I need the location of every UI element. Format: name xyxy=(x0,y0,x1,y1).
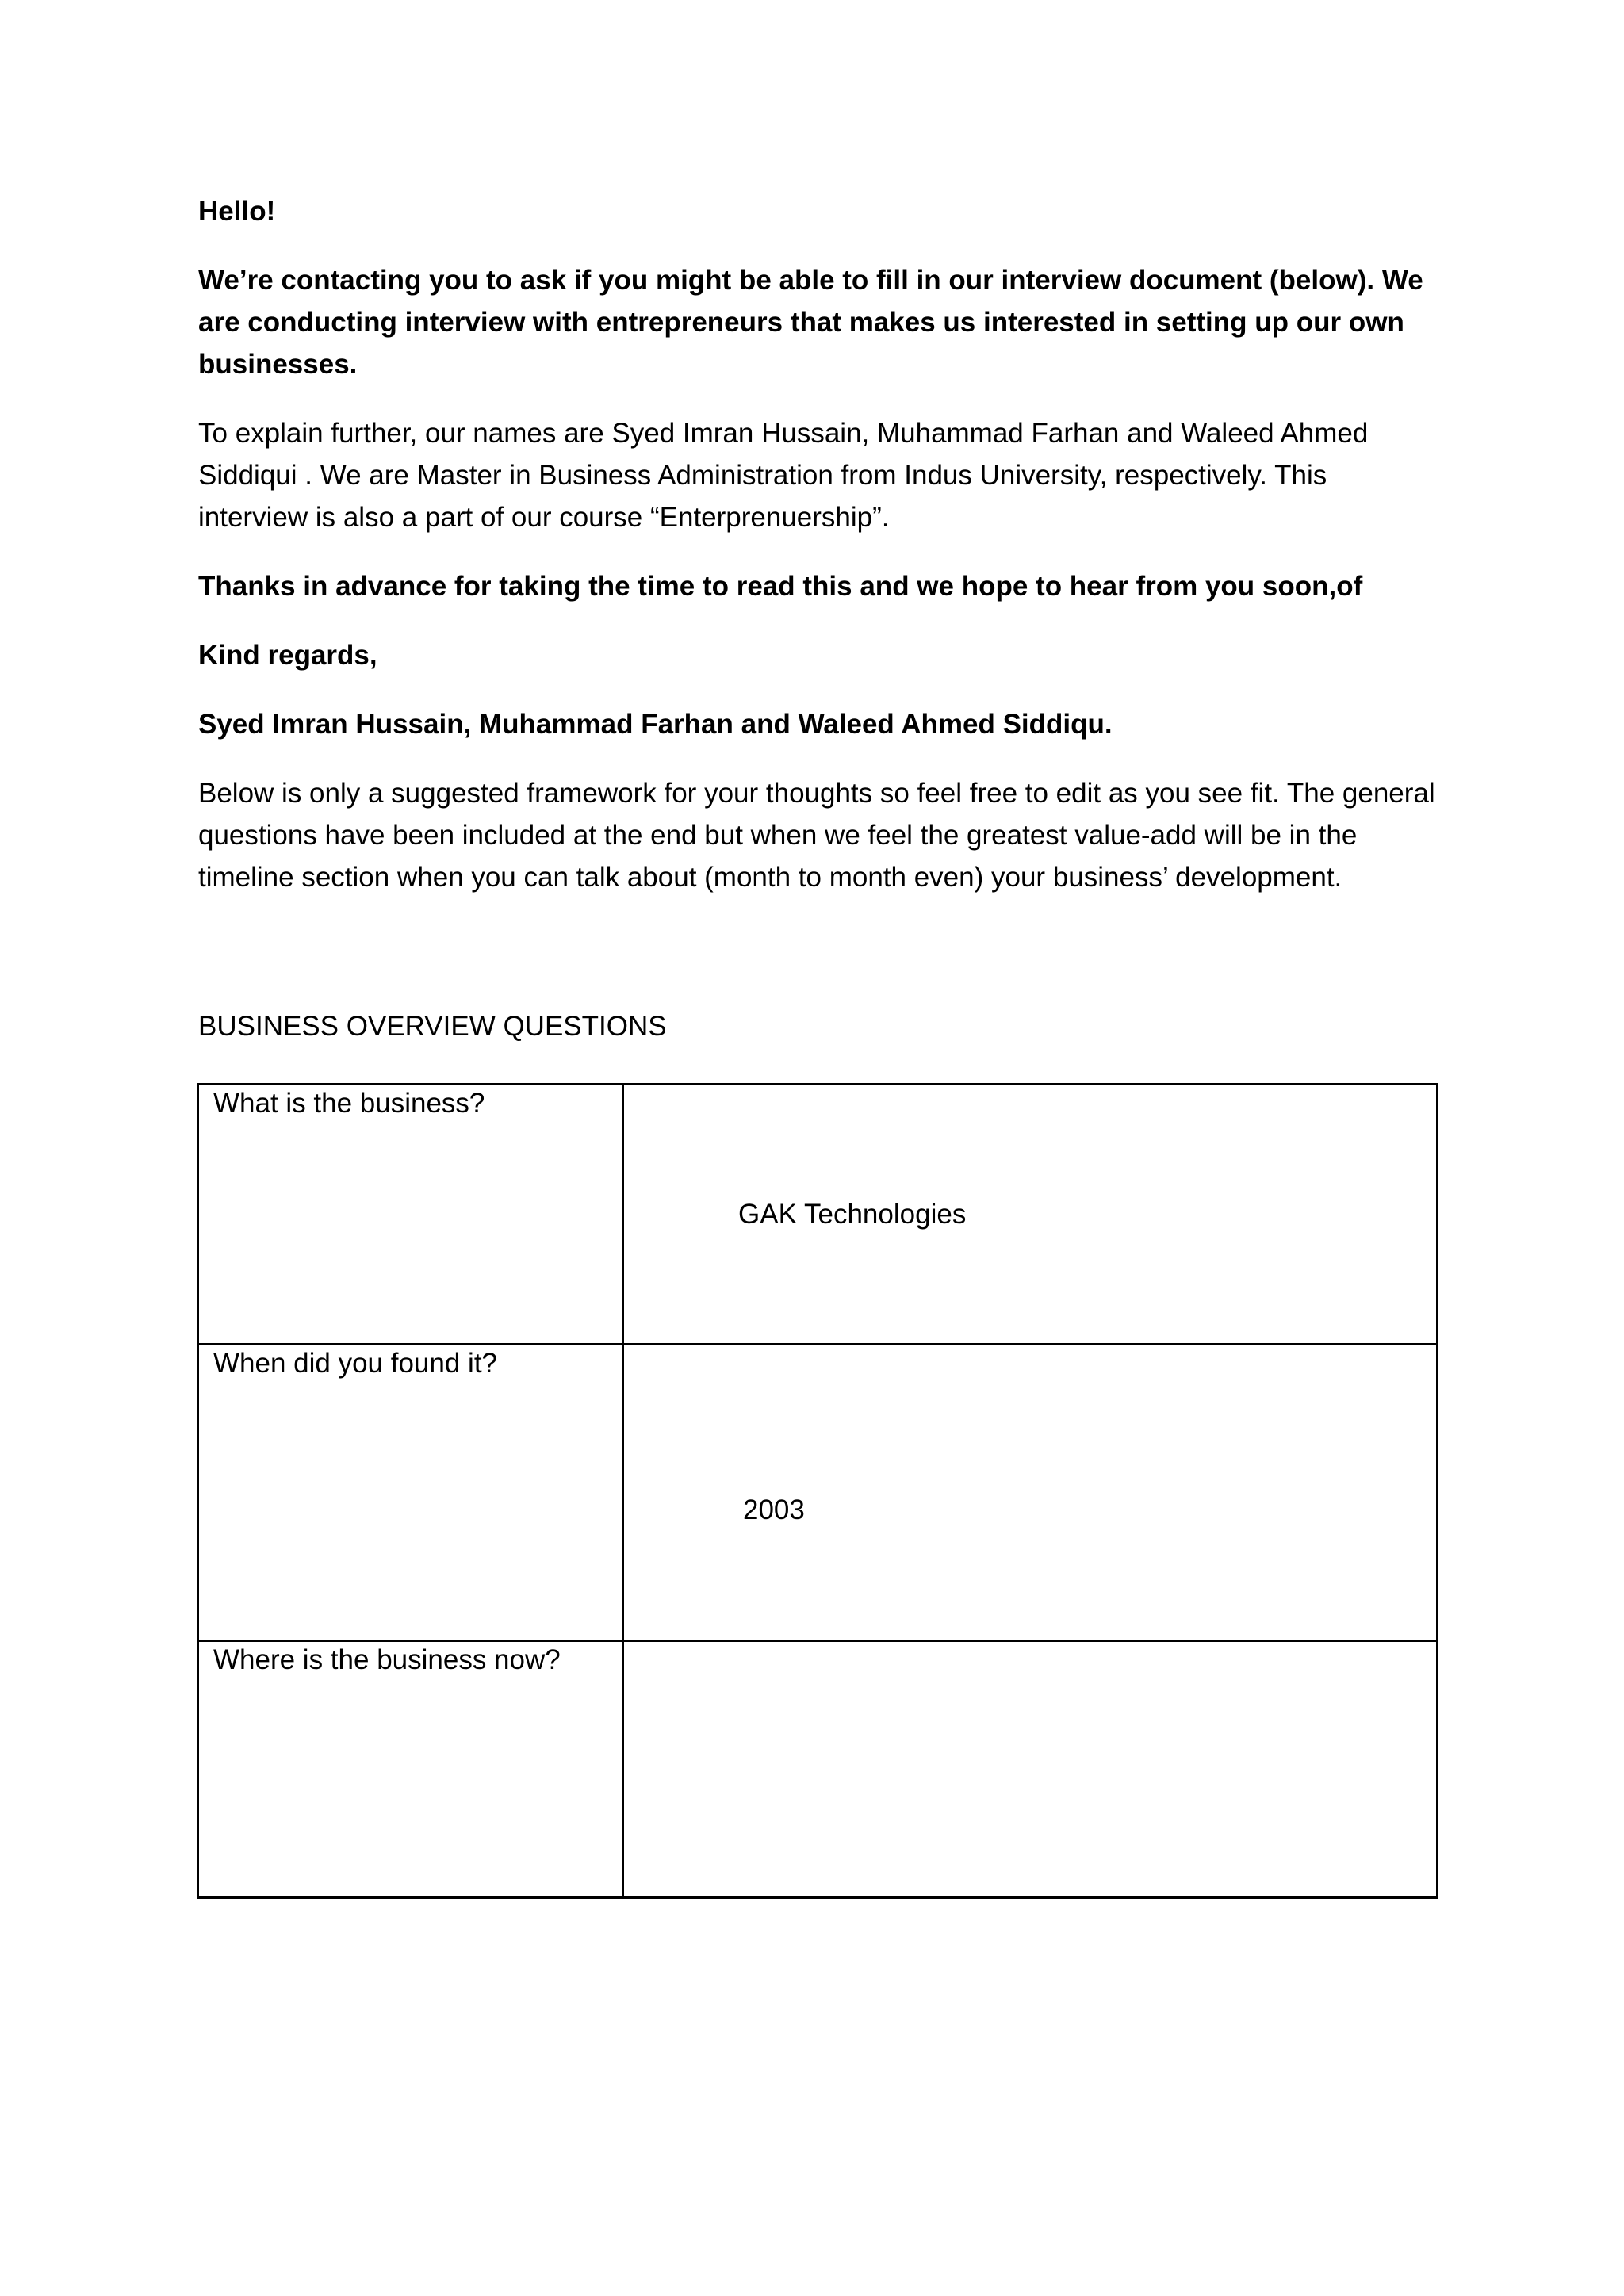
greeting: Hello! xyxy=(198,196,276,227)
overview-heading: BUSINESS OVERVIEW QUESTIONS xyxy=(198,1011,667,1042)
cover-letter xyxy=(198,190,1443,925)
answer-text: GAK Technologies xyxy=(738,1199,967,1230)
question-cell xyxy=(198,1641,623,1898)
table-row xyxy=(198,1345,1438,1641)
answer-cell[interactable] xyxy=(623,1345,1438,1641)
question-cell xyxy=(198,1085,623,1345)
signature-line: Syed Imran Hussain, Muhammad Farhan and Waleed Ahmed Siddiqu. xyxy=(198,709,1113,740)
question-text: Where is the business now? xyxy=(213,1644,561,1675)
thanks-paragraph: Thanks in advance for taking the time to read this and we hope to hear from you soon,of xyxy=(198,571,1363,602)
explanation-paragraph: To explain further, our names are Syed Imran Hussain, Muhammad Farhan and Waleed Ahmed Siddiqui . We are Master in Business Administration from Indus University, respectively. This interview is also a part of our course “Enterprenuership”. xyxy=(198,418,1369,533)
overview-table xyxy=(197,1083,1438,1899)
framework-note: Below is only a suggested framework for your thoughts so feel free to edit as you see fit. The general questions have been included at the end but when we feel the greatest value-add will be in the timeline section when you can talk about (month to month even) your business’ development. xyxy=(198,778,1435,893)
table-row xyxy=(198,1641,1438,1898)
question-text: What is the business? xyxy=(213,1088,485,1119)
answer-cell[interactable] xyxy=(623,1085,1438,1345)
table-row xyxy=(198,1085,1438,1345)
intro-paragraph: We’re contacting you to ask if you might be able to fill in our interview document (below). We are conducting interview with entrepreneurs that makes us interested in setting up our own businesses. xyxy=(198,265,1423,380)
answer-text: 2003 xyxy=(743,1494,805,1525)
question-text: When did you found it? xyxy=(213,1348,498,1379)
answer-cell[interactable] xyxy=(623,1641,1438,1898)
question-cell xyxy=(198,1345,623,1641)
closing-line: Kind regards, xyxy=(198,640,377,671)
